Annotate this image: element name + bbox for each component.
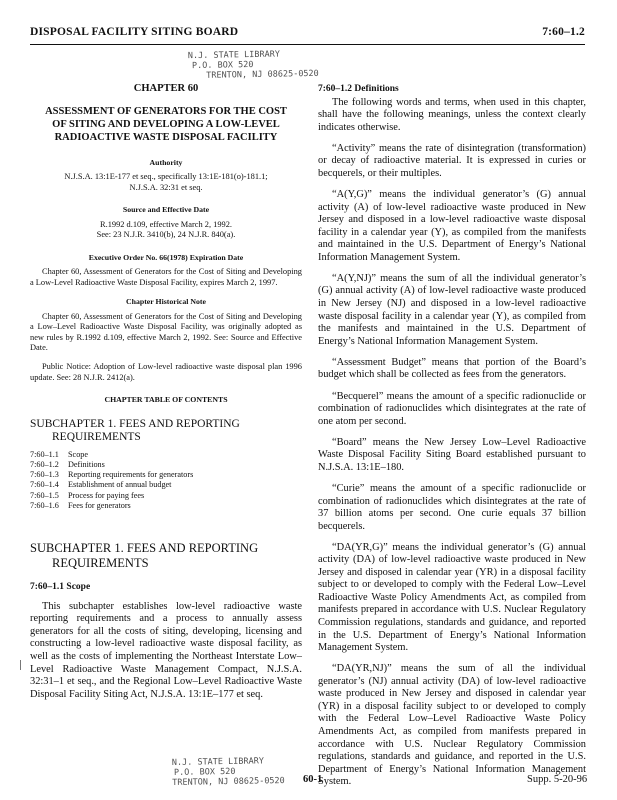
right-column (318, 84, 586, 797)
authority-heading: Authority (149, 157, 183, 167)
toc-entry[interactable]: 7:60–1.3 Reporting requirements for generators (30, 470, 194, 480)
chapter-title: ASSESSMENT OF GENERATORS FOR THE COST OF SITING AND DEVELOPING A LOW-LEVEL RADIOACTIVE WASTE DISPOSAL FACILITY (45, 105, 287, 143)
chapter-number: CHAPTER 60 (133, 83, 199, 94)
library-stamp-bottom: N.J. STATE LIBRARY P.O. BOX 520 TRENTON, NJ 08625-0520 (171, 756, 285, 788)
executive-order-text: Chapter 60, Assessment of Generators for the Cost of Siting and Developing a Low-Level Radioactive Waste Disposal Facility, expires March 2, 1997. (30, 267, 302, 287)
definition-paragraph: “A(Y,NJ)” means the sum of all the individual generator’s (G) annual activity (A) of low-level radioactive waste produced in New Jersey (NJ) and disposed in a low-level radioactive waste disposal facility in a calendar year (Y), as compiled from the manifests and maintained in the U.S. Department of Energy’s National Information Management System. (318, 272, 586, 347)
authority-text: N.J.S.A. 13:1E-177 et seq., specifically 13:1E-181(o)-181.1; N.J.S.A. 32:31 et seq. (64, 172, 268, 192)
definition-paragraph: “Becquerel” means the amount of a specific radionuclide or combination of radionuclides which disintegrates at the rate of one atom per second. (318, 390, 586, 427)
library-stamp-top: N.J. STATE LIBRARY P.O. BOX 520 TRENTON, NJ 08625-0520 (187, 49, 319, 81)
executive-order-heading: Executive Order No. 66(1978) Expiration Date (88, 252, 244, 262)
historical-note-heading: Chapter Historical Note (126, 297, 206, 307)
toc-entry[interactable]: 7:60–1.5 Process for paying fees (30, 490, 145, 500)
subchapter-title: SUBCHAPTER 1. FEES AND REPORTING REQUIREMENTS (30, 541, 259, 570)
source-text: R.1992 d.109, effective March 2, 1992. See: 23 N.J.R. 3410(b), 24 N.J.R. 840(a). (96, 219, 236, 240)
toc-entry[interactable]: 7:60–1.2 Definitions (30, 460, 105, 470)
definition-paragraph: “A(Y,G)” means the individual generator’s (G) annual activity (A) of low-level radioactive waste produced in New Jersey and disposed in a low-level radioactive waste disposal facility in a calendar year (Y), as compiled from the manifests and maintained in the U.S. Department of Energy’s National Information Management System. (318, 189, 586, 263)
definition-paragraph: “Curie” means the amount of a specific radionuclide or combination of radionuclides which disintegrates at the rate of 37 billion atoms per second. One curie equals 37 billion becquerels. (318, 482, 586, 532)
definitions-heading: 7:60–1.2 Definitions (318, 84, 399, 94)
left-column (30, 84, 302, 701)
definition-paragraph: “Assessment Budget” means that portion of the Board’s budget which shall be collected as fees from the generators. (318, 356, 586, 381)
header-section: 7:60–1.2 (542, 26, 585, 38)
definition-paragraph: “Activity” means the rate of disintegration (transformation) or decay of radioactive material. It is expressed in curies or becquerels, or their multiples. (318, 142, 586, 179)
scope-text: This subchapter establishes low-level radioactive waste reporting requirements and a process to annually assess generators for all the costs of siting, developing, licensing and constructing a low-level radioactive waste disposal facility, as well as the costs of implementing the Northeast Interstate Low–Level Radioactive Waste Management Compact, N.J.S.A. 32:31–1 et seq., and the Regional Low–Level Radioactive Waste Disposal Facility Siting Act, N.J.S.A. 13:1E–177 et seq. (30, 600, 302, 700)
toc-subchapter-title: SUBCHAPTER 1. FEES AND REPORTING REQUIREMENTS (30, 417, 240, 443)
toc-entry[interactable]: 7:60–1.6 Fees for generators (30, 500, 131, 510)
source-heading: Source and Effective Date (122, 205, 210, 215)
public-notice-text: Public Notice: Adoption of Low-level radioactive waste disposal plan 1996 update. See: 28 N.J.R. 2412(a). (30, 362, 302, 382)
running-header (30, 26, 585, 44)
header-rule (30, 44, 585, 45)
table-of-contents-heading: CHAPTER TABLE OF CONTENTS (104, 395, 228, 405)
margin-mark (20, 660, 21, 670)
supplement-date: Supp. 5-20-96 (527, 774, 588, 785)
definition-paragraph: “DA(YR,G)” means the individual generator’s (G) annual activity (DA) of low-level radioactive waste produced in New Jersey and disposed in calendar year (YR) in a disposal facility subject to or developed to comply with the Federal Low–Level Radioactive Waste Policy Amendments Act, as compiled from manifests prepared in accordance with U.S. Nuclear Regulatory Commission regulations, standards and guidance, and reported in the U.S. Department of Energy’s National Information Management System. (318, 541, 586, 654)
table-of-contents (30, 450, 302, 511)
toc-entry[interactable]: 7:60–1.4 Establishment of annual budget (30, 480, 172, 490)
page-number: 60-1 (303, 774, 323, 785)
definition-paragraph: The following words and terms, when used in this chapter, shall have the following meanings, unless the context clearly indicates otherwise. (318, 96, 586, 133)
header-title: DISPOSAL FACILITY SITING BOARD (30, 26, 239, 38)
scope-heading: 7:60–1.1 Scope (30, 582, 91, 593)
toc-entry[interactable]: 7:60–1.1 Scope (30, 449, 89, 459)
definition-paragraph: “DA(YR,NJ)” means the sum of all the individual generator’s (NJ) annual activity (DA) of low-level radioactive waste produced in New Jersey and disposed in calendar year (YR) in a disposal facility subject to or developed to comply with the Federal Low–Level Radioactive Waste Policy Amendments Act, as compiled from manifests prepared in accordance with U.S. Nuclear Regulatory Commission regulations, standards and guidance, and reported in the U.S. Department of Energy’s National Information Management System. (318, 663, 586, 788)
definition-paragraph: “Board” means the New Jersey Low–Level Radioactive Waste Disposal Facility Siting Board established pursuant to N.J.S.A. 13:1E–180. (318, 436, 586, 473)
historical-note-text: Chapter 60, Assessment of Generators for the Cost of Siting and Developing a Low–Level Radioactive Waste Disposal Facility, was originally adopted as new rules by R.1992 d.109, effective March 2, 1992. See: Source and Effective Date. (30, 311, 302, 352)
